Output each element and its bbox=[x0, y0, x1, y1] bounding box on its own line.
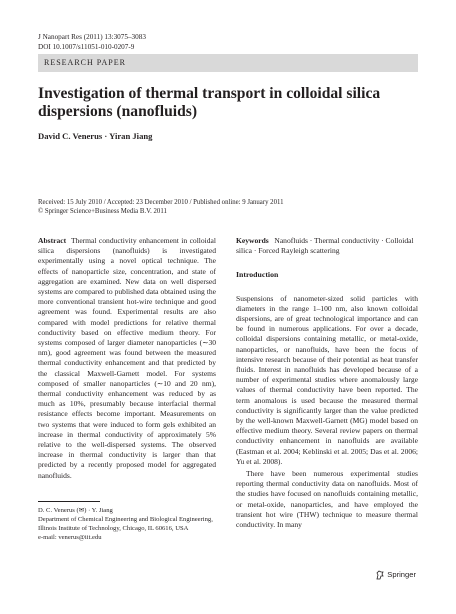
correspondence-footnote bbox=[38, 507, 218, 543]
springer-horse-icon bbox=[375, 570, 387, 579]
publication-dates bbox=[38, 198, 418, 216]
footnote-divider bbox=[38, 501, 100, 502]
abstract-column bbox=[38, 236, 216, 481]
affiliation: Department of Chemical Engineering and Biological Engineering, Illinois Institute of Technology, Chicago, IL 60616, USA bbox=[38, 515, 213, 532]
right-column bbox=[236, 236, 418, 530]
abstract-heading: Abstract bbox=[38, 236, 67, 245]
journal-line: J Nanopart Res (2011) 13:3075–3083 bbox=[38, 33, 146, 41]
running-header bbox=[38, 33, 146, 52]
keywords-text: Nanofluids · Thermal conductivity · Colloidal silica · Forced Rayleigh scattering bbox=[236, 236, 414, 256]
article-type-label: RESEARCH PAPER bbox=[44, 58, 126, 67]
keywords-paragraph bbox=[236, 236, 418, 256]
history-line: Received: 15 July 2010 / Accepted: 23 December 2010 / Published online: 9 January 2011 bbox=[38, 199, 284, 206]
intro-paragraph-1: Suspensions of nanometer-sized solid particles with diameters in the range 1–100 nm, also known colloidal dispersions, are of great technological importance and can be found in numerous applications. For over a decade, colloidal dispersions containing metallic, or metal-oxide, nanoparticles, or nanofluids, have been the focus of intensive research because of their potential as heat transfer fluids. Interest in nanofluids has developed because of a number of experimental studies where anomalously large values of thermal conductivity have been reported. The term anomalous is used because the measured thermal conductivity is significantly larger than the value predicted by the well-known Maxwell-Garnett (MG) model based on effective medium theory. Several review papers on thermal conductivity enhancement in nanofluids are available (Eastman et al. 2004; Keblinski et al. 2005; Das et al. 2006; Yu et al. 2008). bbox=[236, 293, 418, 466]
paper-title: Investigation of thermal transport in colloidal silica dispersions (nanofluids) bbox=[38, 85, 381, 120]
publisher-logo bbox=[375, 570, 416, 580]
intro-paragraph-2: There have been numerous experimental studies reporting thermal conductivity data on nanofluids. Most of the studies have focused on nanofluids containing metallic, or metal-oxide, nanoparticles, and have employed the transient hot wire (THW) technique to measure thermal conductivity. In many bbox=[236, 469, 418, 530]
author-list: David C. Venerus · Yiran Jiang bbox=[38, 131, 153, 141]
doi-line: DOI 10.1007/s11051-010-0207-9 bbox=[38, 42, 135, 51]
abstract-text: Thermal conductivity enhancement in colloidal silica dispersions (nanofluids) is investigated experimentally using a novel optical technique. The effects of nanoparticle size, concentration, and state of aggregation are examined. New data on well dispersed systems are compared to published data obtained using the more conventional transient hot-wire technique and good agreement was found. Experimental results are also compared with model predictions for relative thermal conductivity based on effective medium theory. For systems composed of larger diameter nanoparticles (∼30 nm), good agreement was found between the measured thermal conductivity enhancement and that predicted by the classical Maxwell-Garnett model. For systems composed of smaller nanoparticles (∼10 and 20 nm), thermal conductivity enhancement was reduced by as much as 10%, presumably because interfacial thermal resistance effects become important. Measurements on two systems that were induced to form gels exhibited an increase in thermal conductivity of approximately 5% relative to the well-dispersed systems. The observed increase in thermal conductivity is larger than that predicted by a recently proposed model for aggregated nanofluids. bbox=[38, 236, 216, 480]
keywords-heading: Keywords bbox=[236, 236, 269, 245]
corresponding-authors: D. C. Venerus (✉) · Y. Jiang bbox=[38, 507, 113, 514]
introduction-heading: Introduction bbox=[236, 270, 279, 280]
abstract-paragraph bbox=[38, 236, 216, 481]
copyright-line: © Springer Science+Business Media B.V. 2011 bbox=[38, 208, 167, 215]
email: e-mail: venerus@iit.edu bbox=[38, 533, 102, 541]
publisher-name: Springer bbox=[387, 570, 416, 579]
